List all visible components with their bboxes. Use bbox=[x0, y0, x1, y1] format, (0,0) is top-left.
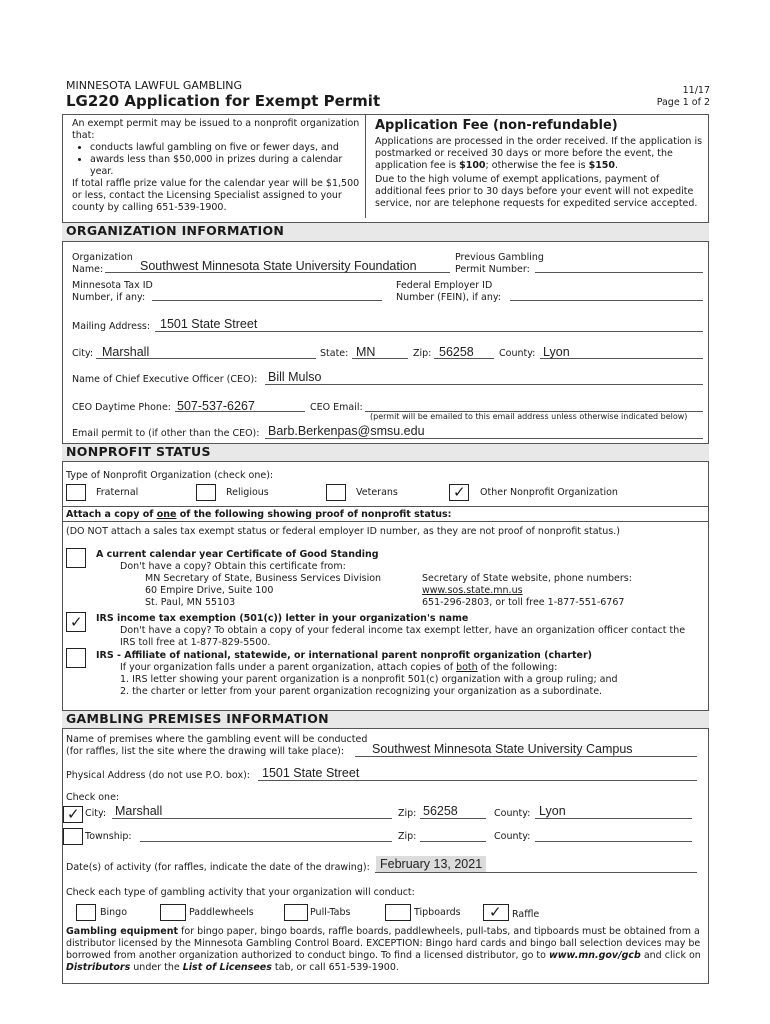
ceo-email-label: CEO Email: bbox=[310, 402, 363, 413]
irs-letter-checkbox[interactable] bbox=[66, 612, 86, 632]
state-label: State: bbox=[320, 348, 349, 359]
intro-text: An exempt permit may be issued to a nonprofit organization that: • conducts lawful gambling on five or fewer days, and • awards less than $50,000 in prizes during a calendar year. If total raffle prize value for the calendar year will be $1,500 or less, contact the Licensing Specialist assigned to your county by calling 651-539-1900. bbox=[72, 118, 360, 214]
county-field[interactable]: Lyon bbox=[543, 345, 570, 359]
nonprofit-section-heading: NONPROFIT STATUS bbox=[62, 443, 709, 462]
sos-website-link[interactable]: www.sos.state.mn.us bbox=[422, 585, 523, 596]
cert-instruction: Don't have a copy? Obtain this certificate from: bbox=[120, 561, 346, 572]
bingo-checkbox[interactable] bbox=[76, 904, 96, 921]
attach-note: (DO NOT attach a sales tax exempt status or federal employer ID number, as they are not proof of nonprofit status.) bbox=[66, 526, 620, 537]
premises-city-label: City: bbox=[85, 808, 107, 819]
pull-tabs-checkbox[interactable] bbox=[284, 904, 308, 921]
affiliate-checkbox[interactable] bbox=[66, 648, 86, 668]
physical-address-line[interactable] bbox=[258, 780, 697, 781]
ceo-email-note: (permit will be emailed to this email address unless otherwise indicated below) bbox=[370, 412, 688, 421]
township-county-field[interactable] bbox=[535, 841, 692, 842]
fein-field[interactable] bbox=[510, 300, 703, 301]
alt-email-label: Email permit to (if other than the CEO): bbox=[72, 428, 260, 439]
tipboards-label: Tipboards bbox=[414, 907, 461, 918]
bingo-label: Bingo bbox=[100, 907, 128, 918]
city-checkbox[interactable] bbox=[63, 806, 83, 823]
sos-contact: Secretary of State website, phone numbers: www.sos.state.mn.us 651-296-2803, or toll free 1-877-551-6767 bbox=[422, 573, 632, 608]
zip-label: Zip: bbox=[413, 348, 432, 359]
activity-types-label: Check each type of gambling activity that your organization will conduct: bbox=[66, 887, 415, 898]
checkmark-icon: ✓ bbox=[489, 903, 502, 921]
tax-id-field[interactable] bbox=[152, 300, 382, 301]
zip-field[interactable]: 56258 bbox=[439, 345, 474, 359]
activity-date-line[interactable] bbox=[375, 872, 697, 873]
paddlewheels-label: Paddlewheels bbox=[189, 907, 254, 918]
premises-name-label: Name of premises where the gambling event will be conducted (for raffles, list the site where the drawing will take place): bbox=[66, 734, 368, 757]
irs-title: IRS income tax exemption (501(c)) letter in your organization's name bbox=[96, 613, 469, 624]
checkmark-icon: ✓ bbox=[67, 805, 80, 823]
revision-date: 11/17 bbox=[682, 85, 710, 96]
premises-section-heading: GAMBLING PREMISES INFORMATION bbox=[62, 710, 709, 729]
physical-address-field[interactable]: 1501 State Street bbox=[262, 766, 360, 780]
premises-zip-line[interactable] bbox=[420, 818, 486, 819]
check-one-label: Check one: bbox=[66, 792, 120, 803]
ceo-name-field[interactable]: Bill Mulso bbox=[268, 370, 322, 384]
alt-email-line[interactable] bbox=[265, 438, 703, 439]
org-name-field[interactable]: Southwest Minnesota State University Foundation bbox=[140, 259, 417, 273]
raffle-label: Raffle bbox=[512, 909, 540, 920]
premises-county-label: County: bbox=[494, 808, 531, 819]
ceo-name-line[interactable] bbox=[265, 384, 703, 385]
nonprofit-type-label: Type of Nonprofit Organization (check one): bbox=[66, 470, 274, 481]
fee-title: Application Fee (non-refundable) bbox=[375, 118, 618, 133]
affiliate-instruction: If your organization falls under a parent organization, attach copies of both of the following: 1. IRS letter showing your parent organization is a nonprofit 501(c) organization with a group ruling; and 2. the charter or letter from your parent organization recognizing your organization as a subordinate. bbox=[120, 662, 618, 697]
activity-date-label: Date(s) of activity (for raffles, indicate the date of the drawing): bbox=[66, 862, 370, 873]
prev-permit-field[interactable] bbox=[535, 272, 703, 273]
gcb-website-link[interactable]: www.mn.gov/gcb bbox=[548, 950, 641, 961]
fein-label: Federal Employer ID Number (FEIN), if any: bbox=[396, 280, 501, 303]
township-zip-field[interactable] bbox=[420, 841, 486, 842]
physical-address-label: Physical Address (do not use P.O. box): bbox=[66, 770, 250, 781]
sos-address: MN Secretary of State, Business Services Division 60 Empire Drive, Suite 100 St. Paul, MN 55103 bbox=[145, 573, 382, 608]
org-section-heading: ORGANIZATION INFORMATION bbox=[62, 222, 709, 242]
attach-instruction: Attach a copy of one of the following showing proof of nonprofit status: bbox=[66, 509, 452, 520]
premises-county-line[interactable] bbox=[535, 818, 692, 819]
township-field[interactable] bbox=[140, 841, 392, 842]
irs-instruction: Don't have a copy? To obtain a copy of your federal income tax exempt letter, have an organization officer contact the IRS toll free at 1-877-829-5500. bbox=[120, 625, 686, 648]
affiliate-title: IRS - Affiliate of national, statewide, or international parent nonprofit organization (charter) bbox=[96, 650, 592, 661]
agency-name: MINNESOTA LAWFUL GAMBLING bbox=[66, 79, 243, 92]
tipboards-checkbox[interactable] bbox=[385, 904, 411, 921]
intro-divider bbox=[365, 114, 366, 218]
premises-name-line[interactable] bbox=[355, 756, 697, 757]
org-name-label: Organization Name: bbox=[72, 252, 133, 275]
fraternal-label: Fraternal bbox=[96, 487, 139, 498]
attach-divider-bottom bbox=[62, 521, 709, 522]
ceo-phone-label: CEO Daytime Phone: bbox=[72, 402, 172, 413]
paddlewheels-checkbox[interactable] bbox=[160, 904, 186, 921]
page-number: Page 1 of 2 bbox=[656, 97, 710, 108]
attach-divider-top bbox=[62, 506, 709, 507]
county-label: County: bbox=[499, 348, 536, 359]
mailing-address-field[interactable]: 1501 State Street bbox=[160, 317, 258, 331]
tax-id-label: Minnesota Tax ID Number, if any: bbox=[72, 280, 153, 303]
township-county-label: County: bbox=[494, 831, 531, 842]
premises-zip-label: Zip: bbox=[398, 808, 417, 819]
other-nonprofit-label: Other Nonprofit Organization bbox=[480, 487, 618, 498]
premises-name-field[interactable]: Southwest Minnesota State University Campus bbox=[372, 742, 633, 756]
fraternal-checkbox[interactable] bbox=[66, 484, 86, 501]
cert-good-standing-checkbox[interactable] bbox=[66, 548, 86, 568]
premises-city-line[interactable] bbox=[112, 818, 392, 819]
premises-city-field[interactable]: Marshall bbox=[115, 804, 163, 818]
city-label: City: bbox=[72, 348, 94, 359]
religious-checkbox[interactable] bbox=[196, 484, 216, 501]
alt-email-field[interactable]: Barb.Berkenpas@smsu.edu bbox=[268, 424, 425, 438]
premises-county-field[interactable]: Lyon bbox=[539, 804, 566, 818]
prev-permit-label: Previous Gambling Permit Number: bbox=[455, 252, 544, 275]
mailing-address-line[interactable] bbox=[155, 331, 703, 332]
form-title: LG220 Application for Exempt Permit bbox=[66, 92, 381, 110]
fee-text: Applications are processed in the order received. If the application is postmarked or received 30 days or more before the event, the application fee is $100; otherwise the fee is $150. Due to the high volume of exempt applications, payment of additional fees prior to 30 days before your event will not expedite service, nor are telephone requests for expedited service accepted. bbox=[375, 136, 703, 209]
state-field[interactable]: MN bbox=[356, 345, 376, 359]
township-label: Township: bbox=[85, 831, 132, 842]
veterans-label: Veterans bbox=[356, 487, 398, 498]
ceo-name-label: Name of Chief Executive Officer (CEO): bbox=[72, 374, 258, 385]
other-nonprofit-checkbox[interactable] bbox=[449, 484, 469, 501]
checkmark-icon: ✓ bbox=[453, 483, 466, 501]
raffle-checkbox[interactable] bbox=[483, 904, 509, 921]
religious-label: Religious bbox=[226, 487, 269, 498]
veterans-checkbox[interactable] bbox=[326, 484, 346, 501]
township-checkbox[interactable] bbox=[63, 828, 83, 845]
pull-tabs-label: Pull-Tabs bbox=[310, 907, 351, 918]
city-field[interactable]: Marshall bbox=[102, 345, 150, 359]
mailing-address-label: Mailing Address: bbox=[72, 321, 151, 332]
cert-title: A current calendar year Certificate of Good Standing bbox=[96, 549, 379, 560]
premises-zip-field[interactable]: 56258 bbox=[423, 804, 458, 818]
checkmark-icon: ✓ bbox=[70, 613, 83, 631]
ceo-phone-field[interactable]: 507-537-6267 bbox=[177, 399, 255, 413]
activity-date-field[interactable]: February 13, 2021 bbox=[376, 856, 486, 872]
gambling-equipment-note: Gambling equipment for bingo paper, bingo boards, raffle boards, paddlewheels, pull-tabs, and tipboards must be obtained from a distributor licensed by the Minnesota Gambling Control Board. EXCEPTION: Bingo hard cards and bingo ball selection devices may be borrowed from another organization authorized to conduct bingo. To find a licensed distributor, go to www.mn.gov/gcb and click on Distributors under the List of Licensees tab, or call 651-539-1900. bbox=[66, 926, 701, 973]
township-zip-label: Zip: bbox=[398, 831, 417, 842]
